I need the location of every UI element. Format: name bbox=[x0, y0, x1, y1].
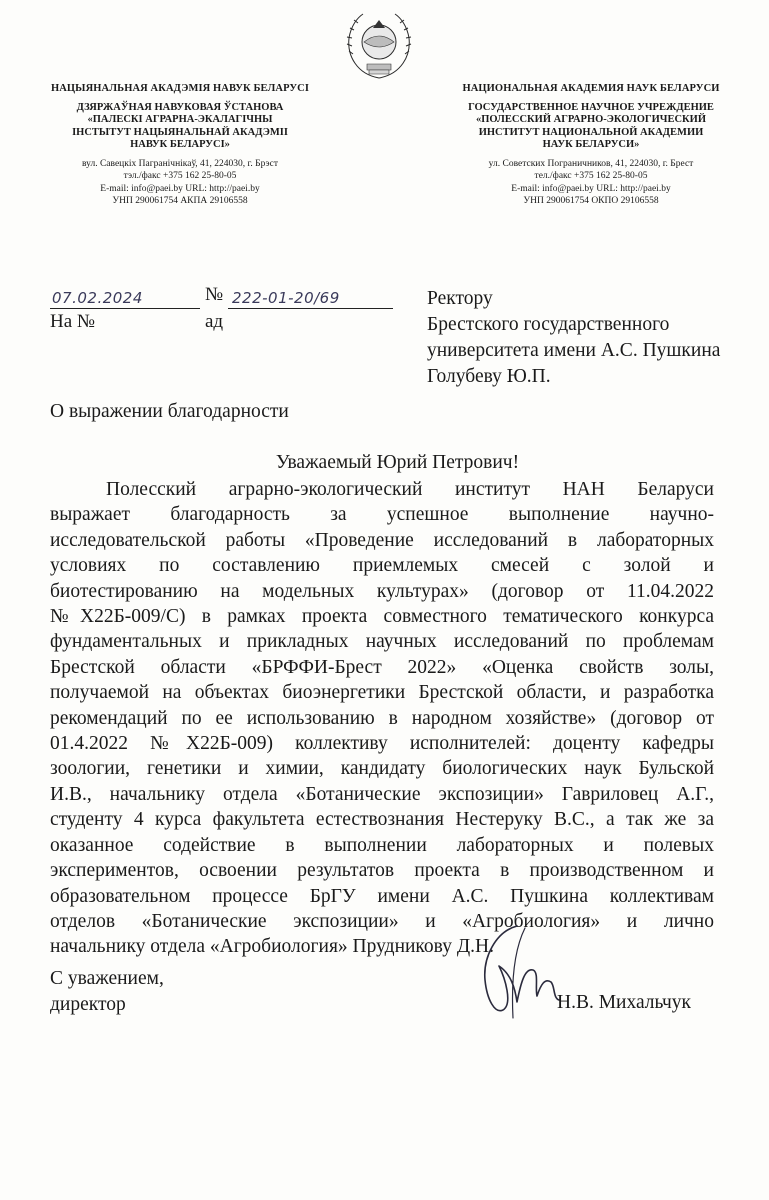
email-line: E-mail: info@paei.by URL: http://paei.by bbox=[100, 183, 260, 194]
addressee-line: Ректору bbox=[427, 288, 493, 309]
addressee-block bbox=[427, 286, 720, 390]
institution-line: ІНСТЫТУТ НАЦЫЯНАЛЬНАЙ АКАДЭМІІ bbox=[72, 126, 288, 138]
header-belarusian bbox=[30, 83, 330, 207]
body-line: оказанное содействие в выполнении лабораторных и полевых bbox=[50, 834, 714, 856]
institution-line: «ПОЛЕССКИЙ АГРАРНО-ЭКОЛОГИЧЕСКИЙ bbox=[476, 114, 706, 126]
body-line: получаемой на объектах биоэнергетики Брестской области, и разработка bbox=[50, 682, 714, 704]
number-underline bbox=[228, 308, 393, 309]
body-line: биотестированию на модельных культурах» (договор от 11.04.2022 bbox=[50, 580, 714, 602]
institution-line: «ПАЛЕСКІ АГРАРНА-ЭКАЛАГІЧНЫ bbox=[87, 114, 273, 126]
body-line: 01.4.2022 №Х22Б-009) коллективу исполнителей: доценту кафедры bbox=[50, 733, 714, 755]
academy-name-by: НАЦЫЯНАЛЬНАЯ АКАДЭМІЯ НАВУК БЕЛАРУСІ bbox=[50, 83, 310, 94]
letter-subject: О выражении благодарности bbox=[50, 401, 289, 422]
closing-phrase: С уважением, bbox=[50, 968, 164, 989]
body-line: образовательном процессе БрГУ имени А.С. Пушкина коллективам bbox=[50, 885, 714, 907]
body-line: исследовательской работы «Проведение исследований в лабораторных bbox=[50, 529, 714, 551]
phone-line: тел./факс +375 162 25-80-05 bbox=[534, 171, 648, 182]
registry-codes: УНП 290061754 ОКПО 29106558 bbox=[523, 196, 659, 206]
addressee-line: Брестского государственного bbox=[427, 314, 670, 335]
body-line: начальнику отдела «Агробиология» Прудникову Д.Н. bbox=[50, 936, 494, 958]
addressee-line: университета имени А.С. Пушкина bbox=[427, 340, 721, 361]
institution-line: НАВУК БЕЛАРУСІ» bbox=[130, 139, 230, 151]
body-line: экспериментов, освоении результатов проекта в производственном и bbox=[50, 860, 714, 882]
body-line: И.В., начальнику отдела «Ботанические экспозиции» Гавриловец А.Г., bbox=[50, 783, 714, 805]
outgoing-date: 07.02.2024 bbox=[52, 289, 143, 307]
institution-line: ИНСТИТУТ НАЦИОНАЛЬНОЙ АКАДЕМИИ bbox=[478, 126, 704, 138]
body-line: студенту 4 курса факультета естествознания Нестеруку В.С., а так же за bbox=[50, 809, 714, 831]
contact-block-ru bbox=[436, 158, 746, 207]
outgoing-number: 222-01-20/69 bbox=[232, 289, 340, 307]
institution-line: ГОСУДАРСТВЕННОЕ НАУЧНОЕ УЧРЕЖДЕНИЕ bbox=[468, 101, 714, 113]
letter-body bbox=[50, 477, 714, 960]
address-line: вул. Савецкіх Пагранічнікаў, 41, 224030, г. Брэст bbox=[81, 158, 278, 169]
contact-block-by bbox=[30, 158, 330, 207]
institution-name-ru bbox=[436, 102, 746, 152]
phone-line: тэл./факс +375 162 25-80-05 bbox=[123, 171, 237, 182]
institution-name-by bbox=[30, 102, 330, 152]
body-line: №Х22Б-009/С) в рамках проекта совместного тематического конкурса bbox=[50, 606, 714, 628]
number-sign: № bbox=[205, 284, 224, 305]
closing-block bbox=[50, 966, 164, 1018]
header-russian bbox=[436, 83, 746, 207]
body-line: Полесский аграрно-экологический институт НАН Беларуси bbox=[106, 479, 714, 500]
date-underline bbox=[50, 308, 200, 309]
address-line: ул. Советских Пограничников, 41, 224030, г. Брест bbox=[488, 158, 694, 169]
body-line: выражает благодарность за успешное выполнение научно- bbox=[50, 504, 714, 526]
body-line: Брестской области «БРФФИ-Брест 2022» «Оценка свойств золы, bbox=[50, 656, 714, 678]
body-line: отделов «Ботанические экспозиции» и «Агробиология» и лично bbox=[50, 910, 714, 932]
body-line: зоологии, генетики и химии, кандидату биологических наук Бульской bbox=[50, 758, 714, 780]
addressee-line: Голубеву Ю.П. bbox=[427, 366, 551, 387]
signer-name: Н.В. Михальчук bbox=[557, 992, 691, 1013]
registry-codes: УНП 290061754 АКПА 29106558 bbox=[112, 196, 248, 206]
academy-name-ru: НАЦИОНАЛЬНАЯ АКАДЕМИЯ НАУК БЕЛАРУСИ bbox=[462, 83, 720, 94]
email-line: E-mail: info@paei.by URL: http://paei.by bbox=[511, 183, 671, 194]
body-line: рекомендаций по ее использованию в народном хозяйстве» (договор от bbox=[50, 707, 714, 729]
state-emblem-icon bbox=[343, 8, 415, 84]
signer-position: директор bbox=[50, 994, 126, 1015]
body-line: фундаментальных и прикладных научных исследований по проблемам bbox=[50, 631, 714, 653]
from-label: ад bbox=[205, 311, 224, 332]
body-line: условиях по составлению приемлемых смесей с золой и bbox=[50, 555, 714, 577]
institution-line: НАУК БЕЛАРУСИ» bbox=[542, 139, 640, 151]
institution-line: ДЗЯРЖАЎНАЯ НАВУКОВАЯ ЎСТАНОВА bbox=[76, 101, 284, 113]
reply-to-label: На № bbox=[50, 311, 96, 332]
salutation: Уважаемый Юрий Петрович! bbox=[275, 452, 520, 473]
